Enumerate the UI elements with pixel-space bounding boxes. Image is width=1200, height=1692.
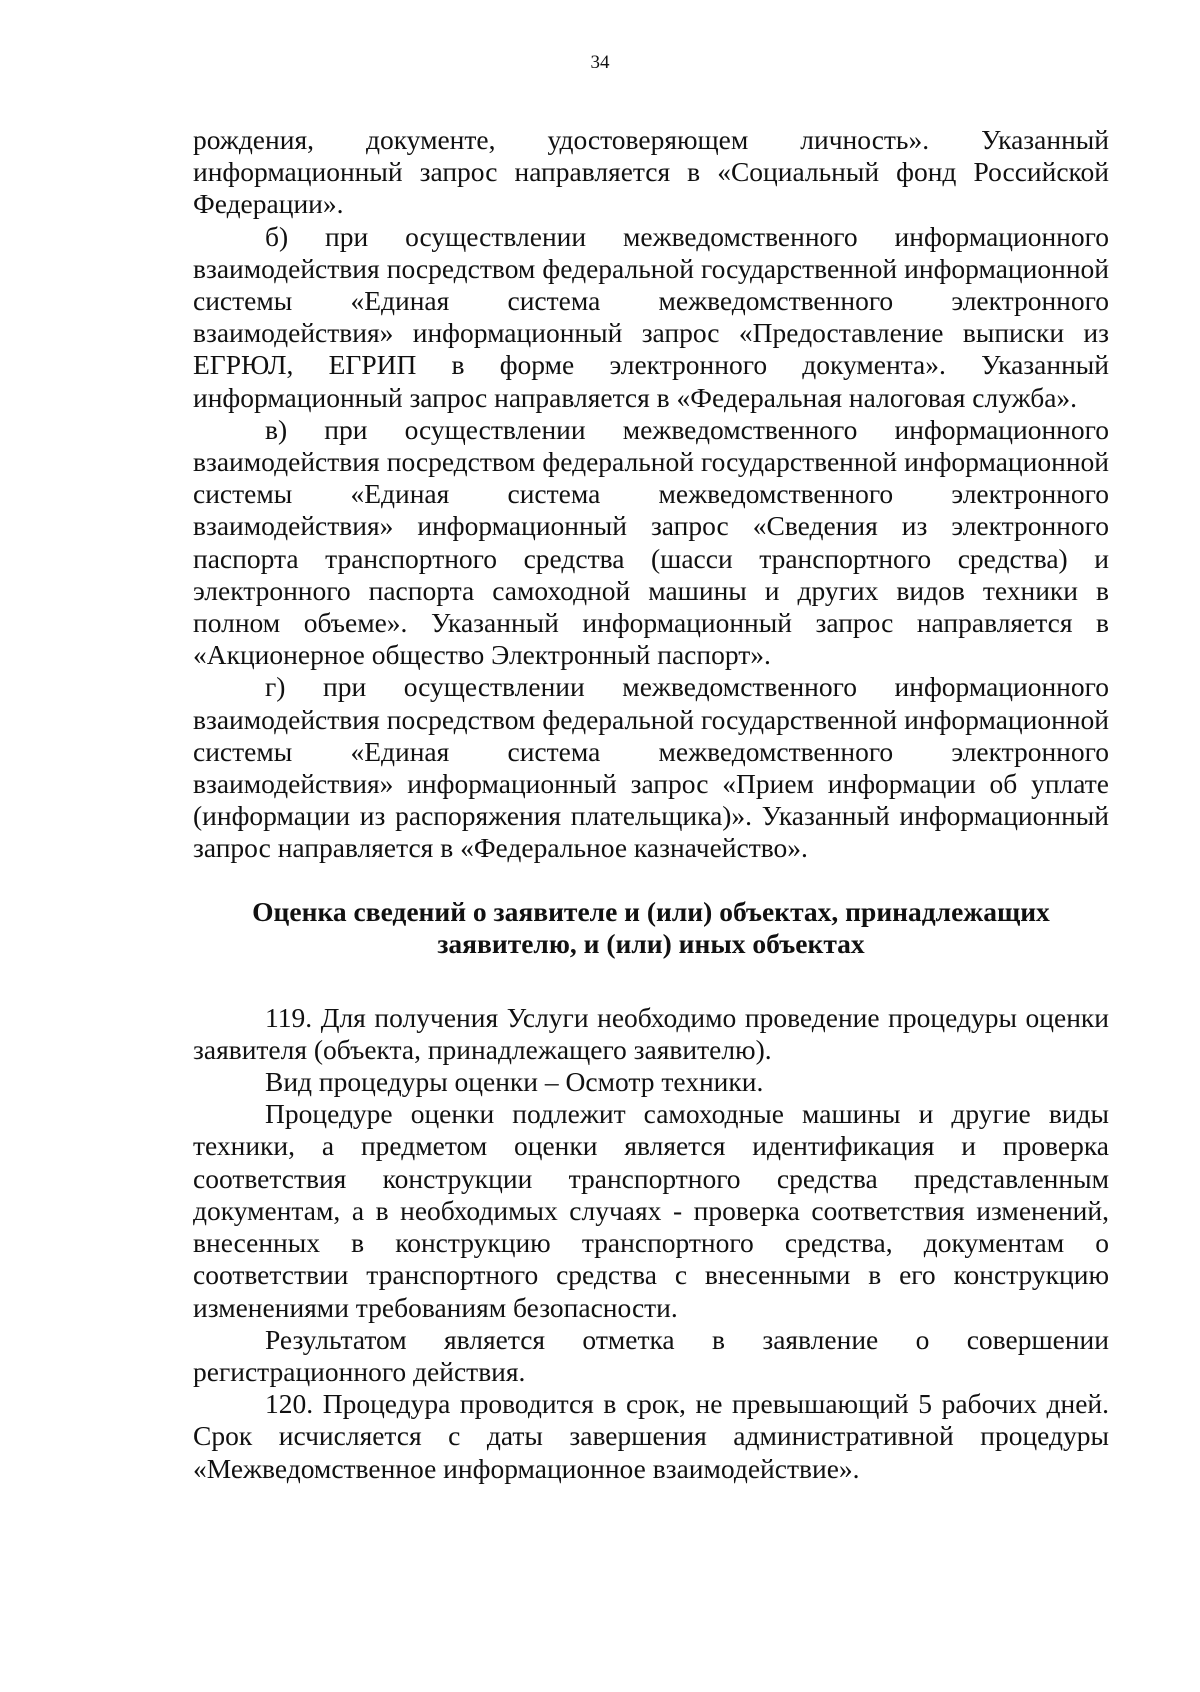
paragraph-procedure-type: Вид процедуры оценки – Осмотр техники.	[265, 1066, 764, 1098]
paragraph-119: 119. Для получения Услуги необходимо проведение процедуры оценки заявителя (объекта, принадлежащего заявителю).	[193, 1001, 1109, 1065]
section-heading-line-1: Оценка сведений о заявителе и (или) объектах, принадлежащих	[252, 895, 1050, 927]
paragraph-continuation: рождения, документе, удостоверяющем личность». Указанный информационный запрос направляется в «Социальный фонд Российской Федерации».	[193, 124, 1109, 220]
paragraph-result: Результатом является отметка в заявление о совершении регистрационного действия.	[193, 1323, 1109, 1387]
page-number: 34	[590, 52, 610, 73]
section-heading	[193, 896, 1109, 960]
paragraph-item-v: в) при осуществлении межведомственного информационного взаимодействия посредством федеральной государственной информационной системы «Единая система межведомственного электронного взаимодействия» информационный запрос «Сведения из электронного паспорта транспортного средства (шасси транспортного средства) и электронного паспорта самоходной машины и других видов техники в полном объеме». Указанный информационный запрос направляется в «Акционерное общество Электронный паспорт».	[193, 413, 1109, 671]
document-body	[193, 124, 1109, 1485]
section-heading-line-2: заявителю, и (или) иных объектах	[437, 927, 865, 959]
paragraph-120: 120. Процедура проводится в срок, не превышающий 5 рабочих дней. Срок исчисляется с даты завершения административной процедуры «Межведомственное информационное взаимодействие».	[193, 1388, 1109, 1484]
paragraph-procedure-subject: Процедуре оценки подлежит самоходные машины и другие виды техники, а предметом оценки является идентификация и проверка соответствия конструкции транспортного средства представленным документам, а в необходимых случаях - проверка соответствия изменений, внесенных в конструкцию транспортного средства, документам о соответствии транспортного средства с внесенными в его конструкцию изменениями требованиям безопасности.	[193, 1098, 1109, 1323]
paragraph-item-b: б) при осуществлении межведомственного информационного взаимодействия посредством федеральной государственной информационной системы «Единая система межведомственного электронного взаимодействия» информационный запрос «Предоставление выписки из ЕГРЮЛ, ЕГРИП в форме электронного документа». Указанный информационный запрос направляется в «Федеральная налоговая служба».	[193, 220, 1109, 413]
paragraph-item-g: г) при осуществлении межведомственного информационного взаимодействия посредством федеральной государственной информационной системы «Единая система межведомственного электронного взаимодействия» информационный запрос «Прием информации об уплате (информации из распоряжения плательщика)». Указанный информационный запрос направляется в «Федеральное казначейство».	[193, 671, 1109, 864]
